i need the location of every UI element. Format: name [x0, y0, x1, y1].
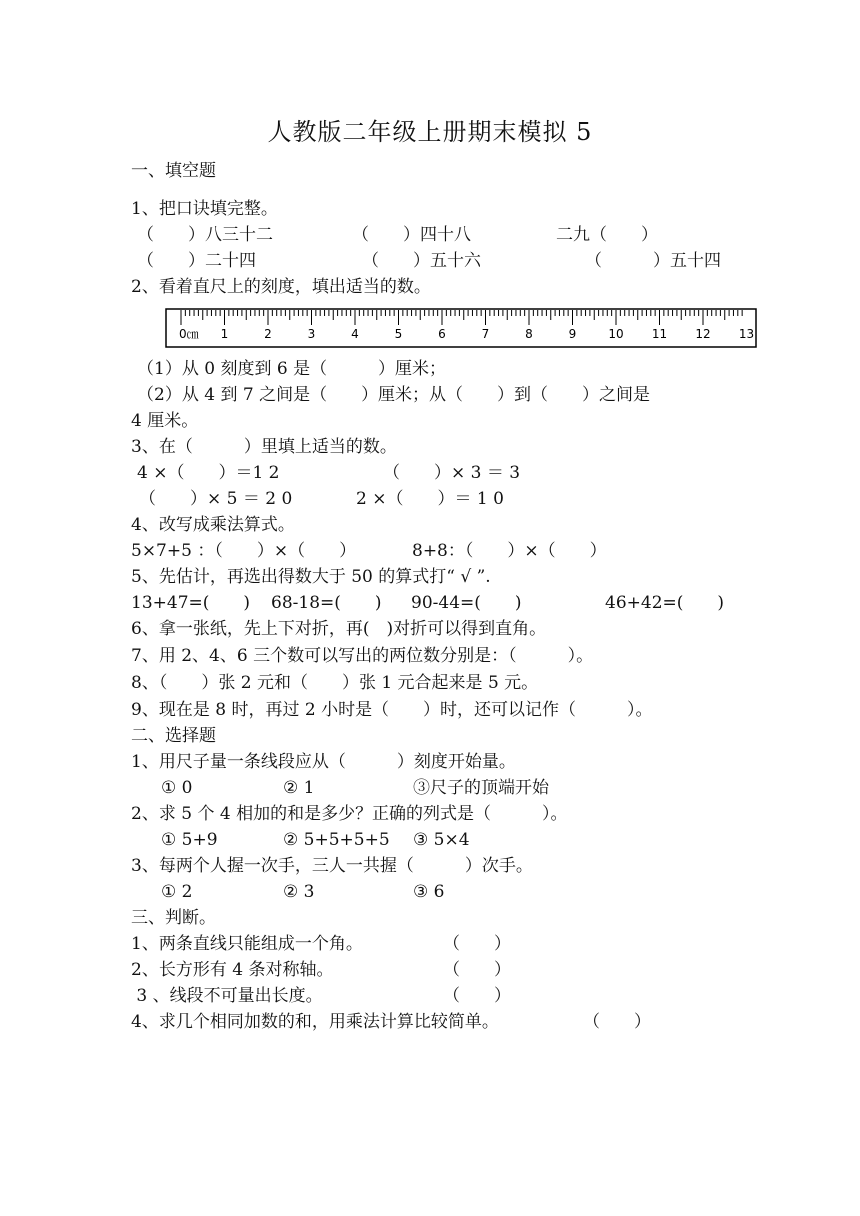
q1-blank: （ ）二十四: [137, 251, 256, 271]
judge-blank: （ ）: [443, 960, 511, 980]
question-2-1: 1、用尺子量一条线段应从（ ）刻度开始量。: [131, 752, 516, 772]
option: ② 3: [283, 882, 315, 902]
q1-blank: （ ）五十六: [362, 251, 481, 271]
section-1-heading: 一、填空题: [131, 161, 216, 181]
ruler-label: 1: [220, 327, 229, 341]
question-1-9: 9、现在是 8 时，再过 2 小时是（ ）时，还可以记作（ ）。: [131, 700, 653, 720]
page-title: 人教版二年级上册期末模拟 5: [267, 118, 593, 146]
question-2-3: 3、每两个人握一次手，三人一共握（ ）次手。: [131, 856, 533, 876]
option: ② 5+5+5+5: [283, 830, 390, 850]
judge-blank: （ ）: [443, 986, 511, 1006]
ruler-label: 8: [525, 327, 533, 341]
section-2-heading: 二、选择题: [131, 726, 216, 746]
q5-item: 46+42=( ): [605, 593, 725, 613]
q5-item: 13+47=( ): [131, 593, 251, 613]
section-3-heading: 三、判断。: [131, 908, 216, 928]
question-1-3: 3、在（ ）里填上适当的数。: [131, 437, 397, 457]
ruler-label: 7: [481, 327, 490, 341]
ruler-label: 3: [307, 327, 316, 341]
q1-blank: （ ）五十四: [585, 251, 721, 271]
question-1-8: 8、（ ）张 2 元和（ ）张 1 元合起来是 5 元。: [131, 673, 539, 693]
option: ① 0: [161, 778, 193, 798]
q3-item: 2 ×（ ）＝ 1 0: [356, 489, 504, 509]
option: ① 2: [161, 882, 193, 902]
q4-item: 8+8：（ ）×（ ）: [412, 541, 607, 561]
option: ③尺子的顶端开始: [413, 778, 549, 798]
ruler-image: [165, 308, 755, 348]
question-1-6: 6、拿一张纸，先上下对折，再( )对折可以得到直角。: [131, 619, 547, 639]
ruler-label: 13: [738, 327, 755, 341]
q3-item: （ ）× 5 ＝ 2 0: [139, 489, 293, 509]
judge-item: 4、求几个相同加数的和，用乘法计算比较简单。: [131, 1012, 499, 1032]
q5-item: 68-18=( ): [271, 593, 382, 613]
q2-part-2-cont: 4 厘米。: [131, 411, 199, 431]
q3-item: 4 ×（ ）＝1 2: [137, 463, 280, 483]
option: ① 5+9: [161, 830, 218, 850]
ruler-label: 9: [568, 327, 577, 341]
q5-item: 90-44=( ): [411, 593, 522, 613]
judge-item: 1、两条直线只能组成一个角。: [131, 934, 363, 954]
q1-blank: 二九（ ）: [556, 225, 658, 245]
ruler-label: 2: [264, 327, 272, 341]
option: ③ 5×4: [413, 830, 470, 850]
question-1-5: 5、先估计，再选出得数大于 50 的算式打“ √ ”.: [131, 567, 491, 587]
ruler-label: 5: [394, 327, 403, 341]
question-2-2: 2、求 5 个 4 相加的和是多少？正确的列式是（ ）。: [131, 804, 568, 824]
option: ③ 6: [413, 882, 445, 902]
question-1-4: 4、改写成乘法算式。: [131, 515, 295, 535]
option: ② 1: [283, 778, 315, 798]
ruler-label: 6: [438, 327, 446, 341]
question-1-7: 7、用 2、4、6 三个数可以写出的两位数分别是：（ ）。: [131, 646, 594, 666]
ruler-label: 11: [651, 327, 668, 341]
ruler-label: 12: [695, 327, 711, 341]
judge-blank: （ ）: [443, 934, 511, 954]
ruler-label: 4: [351, 327, 359, 341]
question-1-1: 1、把口诀填完整。: [131, 199, 278, 219]
ruler-label: 0㎝: [179, 327, 199, 341]
q4-item: 5×7+5 ：（ ）×（ ）: [131, 541, 357, 561]
q2-part-1: （1）从 0 刻度到 6 是（ ）厘米；: [137, 359, 447, 379]
q1-blank: （ ）四十八: [352, 225, 471, 245]
q1-blank: （ ）八三十二: [137, 225, 273, 245]
judge-blank: （ ）: [583, 1012, 651, 1032]
question-1-2: 2、看着直尺上的刻度，填出适当的数。: [131, 277, 431, 297]
q3-item: （ ）× 3 ＝ 3: [383, 463, 521, 483]
ruler-label: 10: [608, 327, 624, 341]
judge-item: 3 、线段不可量出长度。: [131, 986, 323, 1006]
judge-item: 2、长方形有 4 条对称轴。: [131, 960, 334, 980]
q2-part-2: （2）从 4 到 7 之间是（ ）厘米；从（ ）到（ ）之间是: [137, 385, 651, 405]
